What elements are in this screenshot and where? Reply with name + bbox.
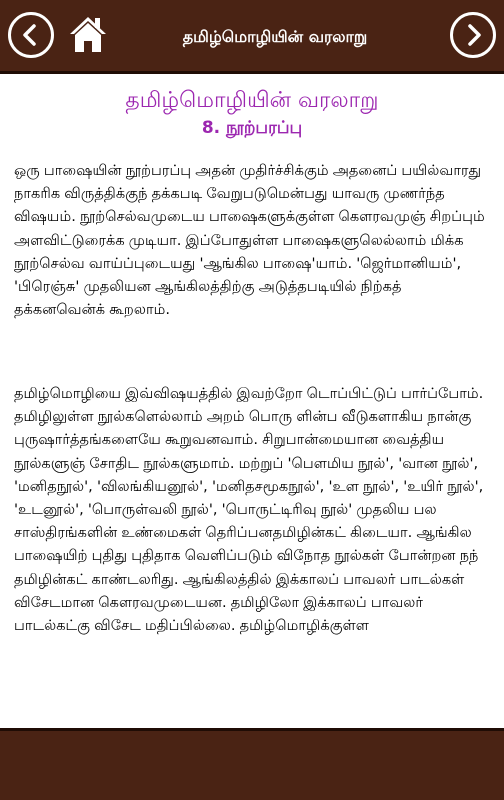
article-paragraph: ஒரு பாஷையின் நூற்பரப்பு அதன் முதிர்ச்சிக்கும் அதனைப் பயில்வாரது நாகரிக விருத்திக்குந் தக்கபடி வேறுபடுமென்பது யாவரு முணர்ந்த விஷயம். நூற்செல்வமுடைய பாஷைகளுக்குள்ள கௌரவமுஞ் சிறப்பும் அளவிட்டுரைக்க முடியா. இப்போதுள்ள பாஷைகளுலெல்லாம் மிக்க நூற்செல்வ வாய்ப்புடையது 'ஆங்கில பாஷை'யாம். 'ஜெர்மானியம்', 'பிரெஞ்சு' முதலியன ஆங்கிலத்திற்கு அடுத்தபடியில் நிற்கத் தக்கனவென்க் கூறலாம்.: [14, 162, 485, 319]
article-content[interactable]: [0, 77, 504, 728]
section-title: 8. நூற்பரப்பு: [201, 118, 303, 138]
bottom-bar: [0, 728, 504, 800]
page-title: தமிழ்மொழியின் வரலாறு: [125, 88, 379, 113]
next-button[interactable]: [450, 12, 496, 58]
back-button[interactable]: [8, 12, 54, 58]
home-icon: [68, 14, 108, 54]
home-button[interactable]: [68, 14, 108, 54]
chevron-left-icon: [19, 23, 43, 47]
chevron-right-icon: [461, 23, 485, 47]
app-bar-title: தமிழ்மொழியின் வரலாறு: [182, 26, 368, 46]
top-app-bar: [0, 0, 504, 74]
article-paragraph: தமிழ்மொழியை இவ்விஷயத்தில் இவற்றோ டொப்பிட்டுப் பார்ப்போம். தமிழிலுள்ள நூல்களெல்லாம் அறம் பொரு ளின்ப வீடுகளாகிய நான்கு புருஷார்த்தங்களையே கூறுவனவாம். சிறுபான்மையான வைத்திய நூல்களுஞ் சோதிட நூல்களுமாம். மற்றுப் 'பௌமிய நூல்', 'வான நூல்', 'மனிதநூல்', 'விலங்கியனூல்', 'மனிதசமூகநூல்', 'உள நூல்', 'உயிர் நூல்', 'உடனூல்', 'பொருள்வலி நூல்', 'பொருட்டிரிவு நூல்' முதலிய பல சாஸ்திரங்களின் உண்மைகள் தெரிப்பனதமிழின்கட் கிடையா. ஆங்கில பாஷையிற் புதிது புதிதாக வெளிப்படும் விநோத நூல்கள் போன்றன நந் தமிழின்கட் காண்டலரிது. ஆங்கிலத்தில் இக்காலப் பாவலர் பாடல்கள் விசேடமான கௌரவமுடையன. தமிழிலோ இக்காலப் பாவலர் பாடல்கட்கு விசேட மதிப்பில்லை. தமிழ்மொழிக்குள்ள: [14, 385, 484, 635]
